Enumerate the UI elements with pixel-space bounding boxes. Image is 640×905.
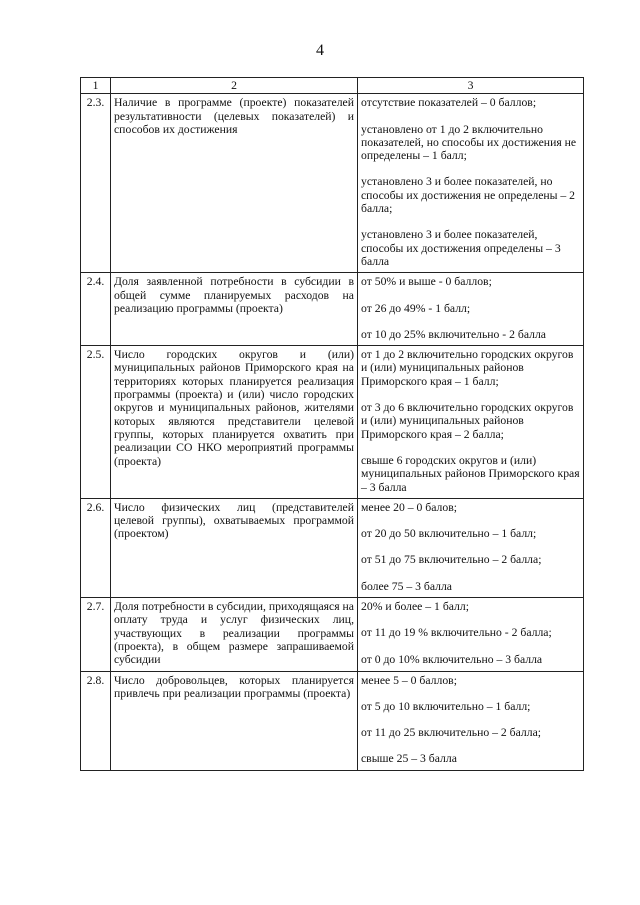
score-option: от 1 до 2 включительно городских округов и (или) муниципальных районов Приморского края – 1 балл; bbox=[361, 348, 574, 388]
score-cell bbox=[358, 671, 584, 770]
score-option: установлено 3 и более показателей, способы их достижения определены – 3 балла bbox=[361, 228, 561, 268]
score-option: от 11 до 25 включительно – 2 балла; bbox=[361, 726, 542, 740]
score-option: менее 20 – 0 балов; bbox=[361, 500, 457, 514]
score-option: установлено от 1 до 2 включительно показателей, но способы их достижения не определены – 1 балл; bbox=[361, 122, 577, 163]
column-header: 1 bbox=[81, 78, 111, 94]
score-option: свыше 6 городских округов и (или) муниципальных районов Приморского края – 3 балла bbox=[361, 453, 580, 494]
row-number: 2.7. bbox=[81, 598, 111, 671]
criterion-description: Число добровольцев, которых планируется привлечь при реализации программы (проекта) bbox=[111, 671, 358, 770]
criterion-description: Доля заявленной потребности в субсидии в общей сумме планируемых расходов на реализацию программы (проекта) bbox=[111, 273, 358, 346]
criterion-description: Наличие в программе (проекте) показателей результативности (целевых показателей) и способов их достижения bbox=[111, 94, 358, 273]
criterion-description: Число физических лиц (представителей целевой группы), охватываемых программой (проектом) bbox=[111, 498, 358, 597]
table-header-row bbox=[81, 78, 584, 94]
row-number: 2.5. bbox=[81, 346, 111, 499]
criteria-table bbox=[80, 77, 584, 771]
score-cell bbox=[358, 273, 584, 346]
table-row bbox=[81, 273, 584, 346]
score-option: от 20 до 50 включительно – 1 балл; bbox=[361, 527, 537, 541]
criterion-description: Доля потребности в субсидии, приходящаяся на оплату труда и услуг физических лиц, участвующих в реализации программы (проекта), в общем размере запрашиваемой субсидии bbox=[111, 598, 358, 671]
criterion-description: Число городских округов и (или) муниципальных районов Приморского края на территориях которых планируется реализация программы (проекта) и (или) число городских округов и муниципальных районов, жителями которых являются представители целевой группы, которых планируется охватить при реализации СО НКО мероприятий программы (проекта) bbox=[111, 346, 358, 499]
table-row bbox=[81, 598, 584, 671]
table-row bbox=[81, 498, 584, 597]
row-number: 2.4. bbox=[81, 273, 111, 346]
table-row bbox=[81, 94, 584, 273]
score-option: от 51 до 75 включительно – 2 балла; bbox=[361, 553, 542, 567]
score-cell bbox=[358, 498, 584, 597]
page-number: 4 bbox=[316, 42, 324, 59]
table-row bbox=[81, 671, 584, 770]
score-option: от 0 до 10% включительно – 3 балла bbox=[361, 652, 543, 666]
score-option: от 26 до 49% - 1 балл; bbox=[361, 301, 471, 315]
row-number: 2.6. bbox=[81, 498, 111, 597]
score-option: менее 5 – 0 баллов; bbox=[361, 673, 457, 687]
score-cell bbox=[358, 94, 584, 273]
score-option: 20% и более – 1 балл; bbox=[361, 600, 469, 614]
row-number: 2.8. bbox=[81, 671, 111, 770]
table-row bbox=[81, 346, 584, 499]
score-option: установлено 3 и более показателей, но способы их достижения не определены – 2 балла; bbox=[361, 175, 576, 216]
score-cell bbox=[358, 346, 584, 499]
score-option: от 10 до 25% включительно - 2 балла bbox=[361, 327, 546, 341]
score-option: отсутствие показателей – 0 баллов; bbox=[361, 96, 537, 110]
row-number: 2.3. bbox=[81, 94, 111, 273]
score-option: от 5 до 10 включительно – 1 балл; bbox=[361, 699, 531, 713]
score-option: от 3 до 6 включительно городских округов и (или) муниципальных районов Приморского края – 2 балла; bbox=[361, 401, 574, 441]
score-option: от 11 до 19 % включительно - 2 балла; bbox=[361, 626, 552, 640]
score-option: от 50% и выше - 0 баллов; bbox=[361, 275, 492, 289]
score-cell bbox=[358, 598, 584, 671]
column-header: 3 bbox=[358, 78, 584, 94]
column-header: 2 bbox=[111, 78, 358, 94]
score-option: свыше 25 – 3 балла bbox=[361, 752, 457, 766]
score-option: более 75 – 3 балла bbox=[361, 579, 452, 593]
